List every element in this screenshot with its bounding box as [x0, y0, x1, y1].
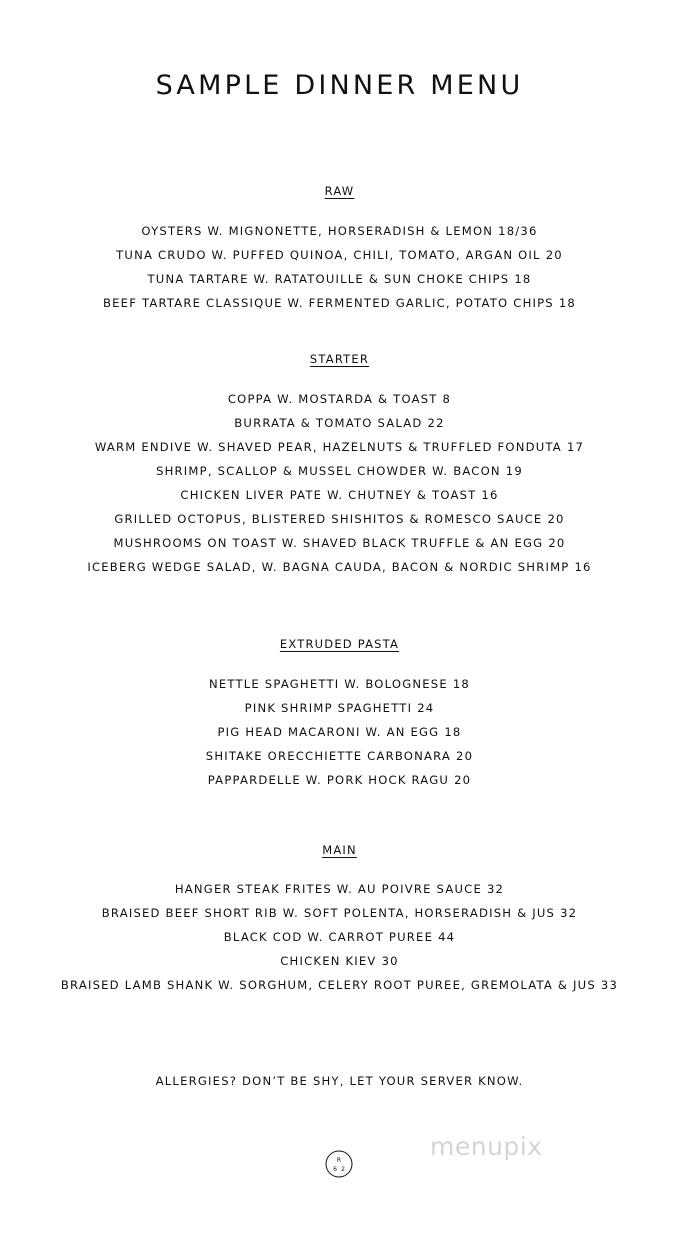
section-heading-starter: STARTER	[309, 352, 370, 366]
menu-item: WARM ENDIVE W. SHAVED PEAR, HAZELNUTS & TRUFFLED FONDUTA 17	[94, 440, 585, 454]
menu-item: SHRIMP, SCALLOP & MUSSEL CHOWDER W. BACON 19	[156, 464, 523, 478]
menu-item: BURRATA & TOMATO SALAD 22	[234, 416, 445, 430]
menu-item: HANGER STEAK FRITES W. AU POIVRE SAUCE 32	[174, 882, 505, 896]
menu-item: BLACK COD W. CARROT PUREE 44	[223, 930, 456, 944]
menu-item: GRILLED OCTOPUS, BLISTERED SHISHITOS & ROMESCO SAUCE 20	[114, 512, 565, 526]
menu-item: TUNA CRUDO W. PUFFED QUINOA, CHILI, TOMATO, ARGAN OIL 20	[116, 248, 563, 262]
menu-item: CHICKEN LIVER PATE W. CHUTNEY & TOAST 16	[180, 488, 499, 502]
menu-item: ICEBERG WEDGE SALAD, W. BAGNA CAUDA, BACON & NORDIC SHRIMP 16	[87, 560, 592, 574]
menu-item: MUSHROOMS ON TOAST W. SHAVED BLACK TRUFFLE & AN EGG 20	[113, 536, 566, 550]
svg-text:6: 6	[333, 1166, 337, 1173]
svg-text:R: R	[336, 1157, 342, 1164]
menu-item: TUNA TARTARE W. RATATOUILLE & SUN CHOKE CHIPS 18	[147, 272, 532, 286]
menu-item: NETTLE SPAGHETTI W. BOLOGNESE 18	[208, 677, 471, 691]
menu-item: OYSTERS W. MIGNONETTE, HORSERADISH & LEMON 18/36	[141, 224, 538, 238]
menu-item: PAPPARDELLE W. PORK HOCK RAGU 20	[207, 773, 472, 787]
menu-item: SHITAKE ORECCHIETTE CARBONARA 20	[205, 749, 474, 763]
section-heading-extruded-pasta: EXTRUDED PASTA	[279, 637, 400, 651]
menu-item: PINK SHRIMP SPAGHETTI 24	[244, 701, 435, 715]
menu-item: CHICKEN KIEV 30	[280, 954, 399, 968]
menu-item: BRAISED LAMB SHANK W. SORGHUM, CELERY ROOT PUREE, GREMOLATA & JUS 33	[60, 978, 619, 992]
allergy-note: ALLERGIES? DON’T BE SHY, LET YOUR SERVER KNOW.	[155, 1074, 524, 1088]
section-heading-main: MAIN	[322, 843, 357, 857]
section-heading-raw: RAW	[324, 184, 355, 198]
menu-item: COPPA W. MOSTARDA & TOAST 8	[227, 392, 452, 406]
menu-item: PIG HEAD MACARONI W. AN EGG 18	[217, 725, 462, 739]
menupix-watermark: menupix	[430, 1132, 543, 1161]
menu-item: BRAISED BEEF SHORT RIB W. SOFT POLENTA, HORSERADISH & JUS 32	[101, 906, 578, 920]
page-title: SAMPLE DINNER MENU	[155, 70, 524, 101]
r62-logo-icon	[325, 1150, 353, 1178]
svg-text:2: 2	[341, 1166, 345, 1173]
menu-item: BEEF TARTARE CLASSIQUE W. FERMENTED GARLIC, POTATO CHIPS 18	[102, 296, 577, 310]
